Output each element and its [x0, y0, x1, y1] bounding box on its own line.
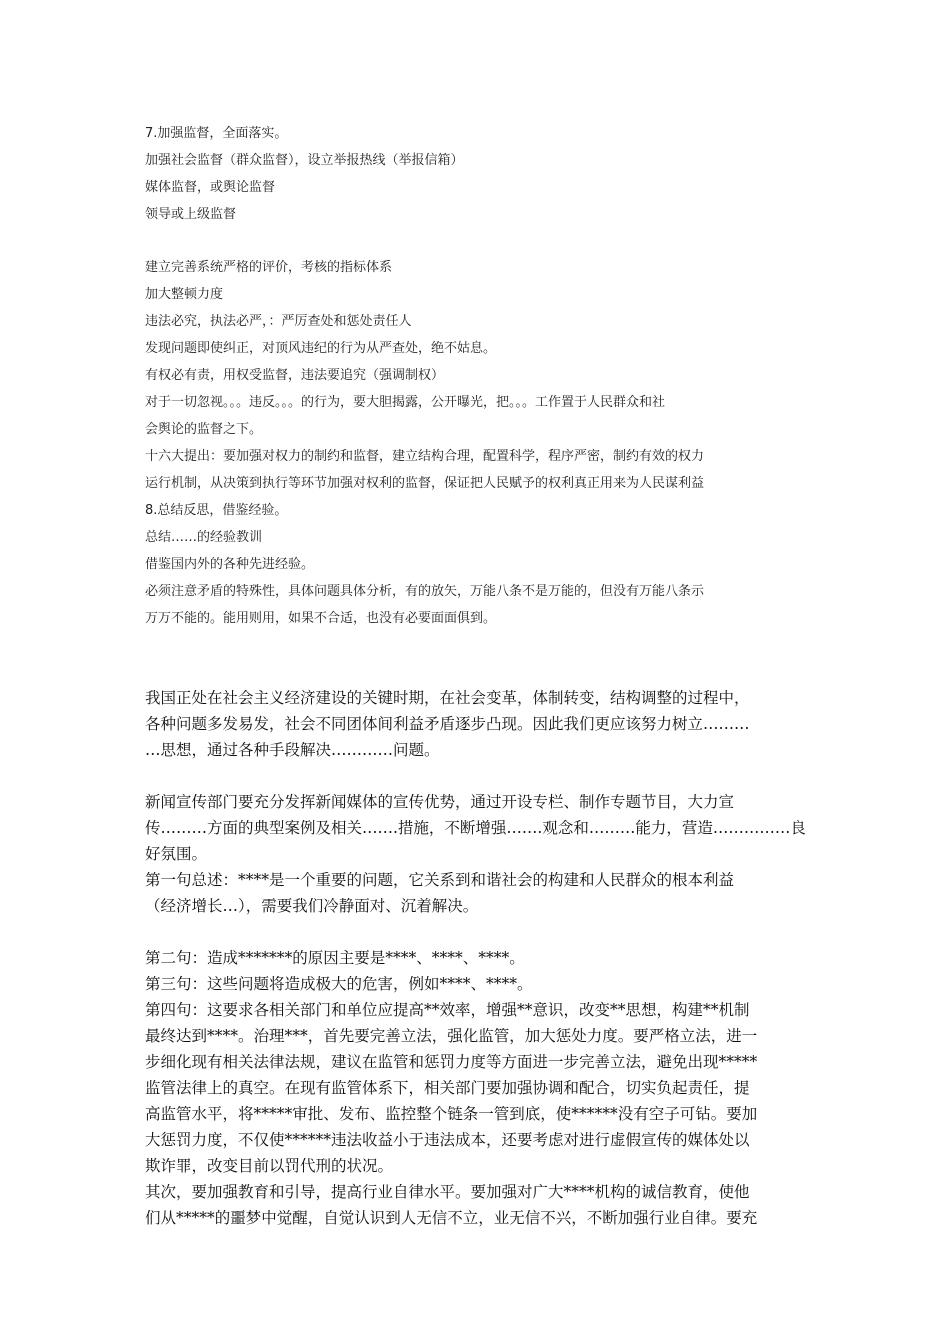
text-line: 建立完善系统严格的评价，考核的指标体系 [145, 260, 393, 275]
blank-line [145, 228, 815, 254]
paragraph-line: 新闻宣传部门要充分发挥新闻媒体的宣传优势，通过开设专栏、制作专题节目，大力宣 [145, 793, 735, 811]
text-line: 万万不能的。能用则用，如果不合适，也没有必要面面俱到。 [145, 611, 497, 626]
text-line: 运行机制，从决策到执行等环节加强对权利的监督，保证把人民赋予的权利真正用来为人民谋利益 [145, 476, 705, 491]
paragraph-line: 最终达到****。治理***，首先要完善立法，强化监管，加大惩处力度。要严格立法，进一 [145, 1027, 758, 1045]
text-line: 必须注意矛盾的特殊性，具体问题具体分析，有的放矢，万能八条不是万能的，但没有万能八条示 [145, 584, 705, 599]
paragraph-line: …思想，通过各种手段解决…………问题。 [145, 741, 440, 759]
text-line: 有权必有责，用权受监督，违法要追究（强调制权） [145, 368, 445, 383]
text-line: 十六大提出：要加强对权力的制约和监督，建立结构合理，配置科学，程序严密，制约有效的权力 [145, 449, 705, 464]
text-line: 领导或上级监督 [145, 207, 237, 222]
heading-summarize-reflect: 8.总结反思，借鉴经验。 [145, 503, 288, 518]
text-line: 违法必究，执法必严，：严厉查处和惩处责任人 [145, 314, 412, 329]
paragraph-line: 步细化现有相关法律法规，建议在监管和惩罚力度等方面进一步完善立法，避免出现***** [145, 1053, 758, 1071]
paragraph-line: 其次，要加强教育和引导，提高行业自律水平。要加强对广大****机构的诚信教育，使他 [145, 1183, 750, 1201]
blank-line [145, 763, 813, 789]
blank-line [145, 919, 813, 945]
paragraph-line: 大惩罚力度，不仅使******违法收益小于违法成本，还要考虑对进行虚假宣传的媒体处以 [145, 1131, 750, 1149]
notes-section [145, 120, 815, 632]
paragraph-line: （经济增长…），需要我们冷静面对、沉着解决。 [145, 897, 479, 915]
paragraph-line: 我国正处在社会主义经济建设的关键时期，在社会变革，体制转变，结构调整的过程中， [145, 689, 750, 707]
heading-strengthen-supervision: 7.加强监督，全面落实。 [145, 126, 288, 141]
paragraph-line: 们从*****的噩梦中觉醒，自觉认识到人无信不立，业无信不兴，不断加强行业自律。要充 [145, 1209, 758, 1227]
paragraph-line: 好氛围。 [145, 845, 208, 863]
essay-template-section [145, 685, 813, 1231]
paragraph-line: 第二句：造成*******的原因主要是****、****、****。 [145, 949, 525, 967]
text-line: 总结……的经验教训 [145, 530, 263, 545]
text-line: 发现问题即使纠正，对顶风违纪的行为从严查处，绝不姑息。 [145, 341, 497, 356]
paragraph-line: 欺诈罪，改变目前以罚代刑的状况。 [145, 1157, 394, 1175]
text-line: 媒体监督，或舆论监督 [145, 180, 276, 195]
paragraph-line: 传………方面的典型案例及相关…….措施，不断增强…….观念和………能力，营造……………良 [145, 819, 806, 837]
paragraph-line: 监管法律上的真空。在现有监管体系下，相关部门要加强协调和配合，切实负起责任，提 [145, 1079, 750, 1097]
paragraph-line: 第四句：这要求各相关部门和单位应提高**效率，增强**意识，改变**思想，构建**机制 [145, 1001, 750, 1019]
paragraph-line: 第三句：这些问题将造成极大的危害，例如****、****。 [145, 975, 533, 993]
paragraph-line: 高监管水平，将*****审批、发布、监控整个链条一管到底，使******没有空子可钻。要加 [145, 1105, 758, 1123]
text-line: 会舆论的监督之下。 [145, 422, 263, 437]
paragraph-line: 各种问题多发易发，社会不同团体间利益矛盾逐步凸现。因此我们更应该努力树立……… [145, 715, 750, 733]
text-line: 加大整顿力度 [145, 287, 224, 302]
text-line: 加强社会监督（群众监督），设立举报热线（举报信箱） [145, 153, 464, 168]
text-line: 借鉴国内外的各种先进经验。 [145, 557, 315, 572]
paragraph-line: 第一句总述：****是一个重要的问题，它关系到和谐社会的构建和人民群众的根本利益 [145, 871, 735, 889]
text-line: 对于一切忽视。。。违反。。。的行为，要大胆揭露，公开曝光，把。。。工作置于人民群众和社 [145, 395, 666, 410]
